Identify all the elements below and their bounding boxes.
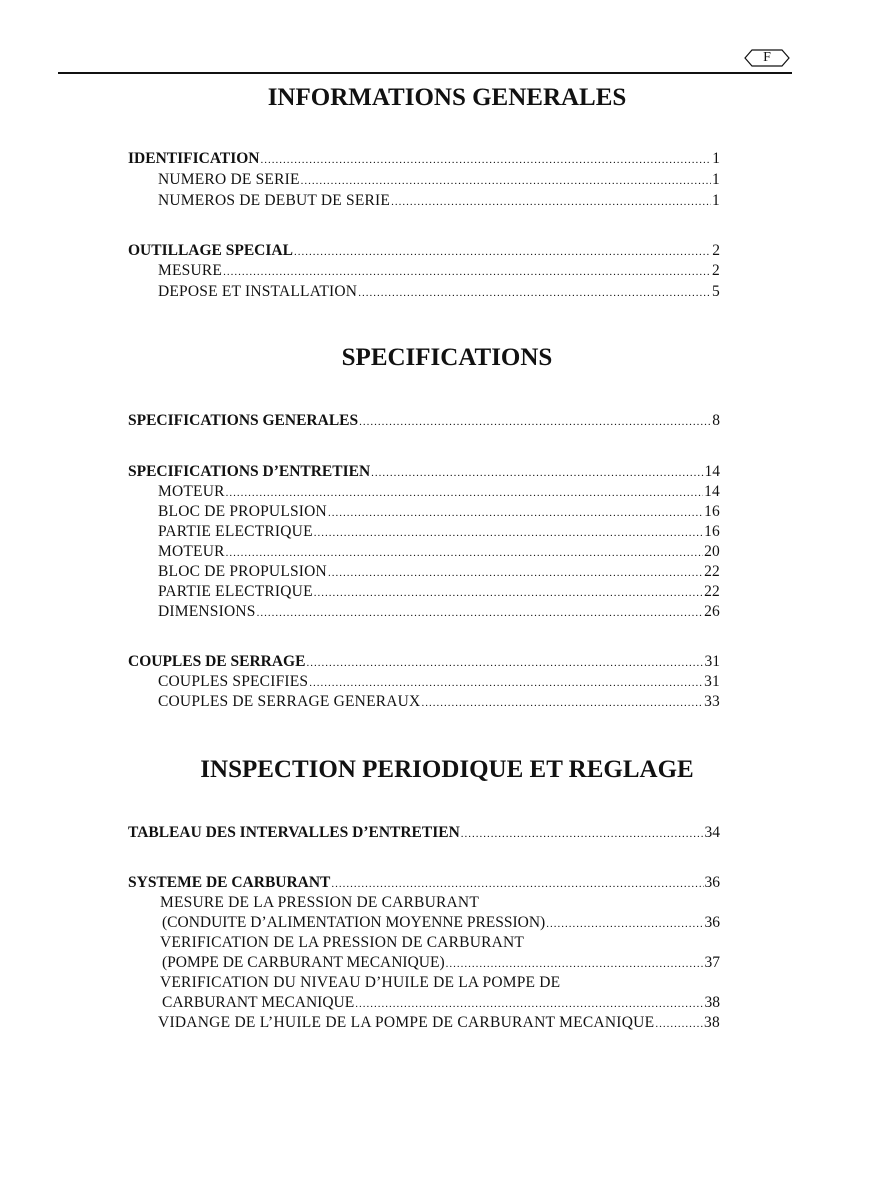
toc-label: TABLEAU DES INTERVALLES D’ENTRETIEN bbox=[128, 824, 460, 841]
dot-leader bbox=[655, 1013, 703, 1034]
section-title-informations-generales: INFORMATIONS GENERALES bbox=[267, 84, 627, 111]
toc-page: 2 bbox=[712, 242, 720, 259]
toc-item[interactable] bbox=[158, 562, 720, 582]
toc-page: 31 bbox=[704, 673, 720, 690]
dot-leader bbox=[301, 170, 711, 191]
toc-label: PARTIE ELECTRIQUE bbox=[158, 583, 313, 600]
dot-leader bbox=[331, 873, 703, 894]
toc-item[interactable] bbox=[158, 1013, 720, 1033]
badge-letter: F bbox=[763, 50, 771, 65]
toc-page: 26 bbox=[704, 603, 720, 620]
toc-item[interactable] bbox=[158, 542, 720, 562]
toc-item-line[interactable]: VERIFICATION DU NIVEAU D’HUILE DE LA POMPE DE bbox=[160, 974, 561, 991]
toc-page: 16 bbox=[704, 523, 720, 540]
toc-item[interactable] bbox=[158, 692, 720, 712]
toc-label: BLOC DE PROPULSION bbox=[158, 563, 327, 580]
toc-item[interactable] bbox=[158, 602, 720, 622]
toc-label: (POMPE DE CARBURANT MECANIQUE) bbox=[162, 954, 445, 971]
toc-label: COUPLES DE SERRAGE bbox=[128, 653, 306, 670]
dot-leader bbox=[257, 602, 704, 623]
toc-label: DIMENSIONS bbox=[158, 603, 256, 620]
toc-page: 38 bbox=[704, 1014, 720, 1031]
dot-leader bbox=[309, 672, 703, 693]
toc-label: SYSTEME DE CARBURANT bbox=[128, 874, 331, 891]
toc-page: 37 bbox=[704, 954, 720, 971]
toc-item[interactable] bbox=[158, 502, 720, 522]
toc-page: 38 bbox=[704, 994, 720, 1011]
dot-leader bbox=[223, 261, 711, 282]
toc-page: 5 bbox=[712, 283, 720, 300]
dot-leader bbox=[461, 823, 704, 844]
toc-page: 14 bbox=[704, 463, 720, 480]
toc-heading-outillage-special[interactable] bbox=[128, 241, 720, 261]
toc-page: 2 bbox=[712, 262, 720, 279]
toc-item[interactable] bbox=[158, 261, 720, 281]
toc-label: COUPLES SPECIFIES bbox=[158, 673, 309, 690]
dot-leader bbox=[546, 913, 703, 934]
toc-page: 8 bbox=[712, 412, 720, 429]
dot-leader bbox=[371, 462, 703, 483]
toc-label: IDENTIFICATION bbox=[128, 150, 260, 167]
toc-page: 22 bbox=[704, 583, 720, 600]
toc-item[interactable] bbox=[158, 582, 720, 602]
toc-item-line[interactable]: MESURE DE LA PRESSION DE CARBURANT bbox=[160, 894, 479, 911]
toc-heading-identification[interactable] bbox=[128, 149, 720, 169]
toc-heading-couples-de-serrage[interactable] bbox=[128, 652, 720, 672]
toc-page: 33 bbox=[704, 693, 720, 710]
toc-item[interactable] bbox=[158, 672, 720, 692]
toc-label: (CONDUITE D’ALIMENTATION MOYENNE PRESSION) bbox=[162, 914, 546, 931]
toc-heading-systeme-de-carburant[interactable] bbox=[128, 873, 720, 893]
dot-leader bbox=[359, 411, 711, 432]
toc-item[interactable] bbox=[158, 522, 720, 542]
toc-page: 1 bbox=[712, 171, 720, 188]
toc-page: 16 bbox=[704, 503, 720, 520]
toc-page: 1 bbox=[712, 192, 720, 209]
dot-leader bbox=[294, 241, 711, 262]
section-title-specifications: SPECIFICATIONS bbox=[341, 344, 553, 371]
dot-leader bbox=[358, 282, 711, 303]
toc-page: 36 bbox=[704, 874, 720, 891]
dot-leader bbox=[421, 692, 703, 713]
dot-leader bbox=[261, 149, 712, 170]
dot-leader bbox=[314, 522, 703, 543]
toc-item[interactable] bbox=[158, 282, 720, 302]
toc-label: MOTEUR bbox=[158, 483, 225, 500]
toc-item[interactable] bbox=[158, 482, 720, 502]
toc-label: BLOC DE PROPULSION bbox=[158, 503, 327, 520]
toc-label: NUMERO DE SERIE bbox=[158, 171, 300, 188]
dot-leader bbox=[226, 482, 703, 503]
toc-page: 14 bbox=[704, 483, 720, 500]
toc-page: 20 bbox=[704, 543, 720, 560]
toc-label: PARTIE ELECTRIQUE bbox=[158, 523, 313, 540]
toc-label: SPECIFICATIONS D’ENTRETIEN bbox=[128, 463, 371, 480]
toc-label: DEPOSE ET INSTALLATION bbox=[158, 283, 358, 300]
toc-label: VIDANGE DE L’HUILE DE LA POMPE DE CARBURANT MECANIQUE bbox=[158, 1014, 655, 1031]
toc-item[interactable] bbox=[158, 170, 720, 190]
toc-label: CARBURANT MECANIQUE bbox=[162, 994, 355, 1011]
toc-label: MOTEUR bbox=[158, 543, 225, 560]
toc-heading-specifications-generales[interactable] bbox=[128, 411, 720, 431]
toc-heading-specifications-entretien[interactable] bbox=[128, 462, 720, 482]
toc-label: OUTILLAGE SPECIAL bbox=[128, 242, 293, 259]
toc-page: 1 bbox=[712, 150, 720, 167]
toc-item-line[interactable]: VERIFICATION DE LA PRESSION DE CARBURANT bbox=[160, 934, 525, 951]
dot-leader bbox=[328, 562, 703, 583]
dot-leader bbox=[306, 652, 703, 673]
toc-label: SPECIFICATIONS GENERALES bbox=[128, 412, 359, 429]
toc-item[interactable] bbox=[162, 913, 720, 933]
dot-leader bbox=[391, 191, 711, 212]
top-rule bbox=[58, 72, 792, 74]
toc-item[interactable] bbox=[162, 953, 720, 973]
dot-leader bbox=[328, 502, 703, 523]
dot-leader bbox=[314, 582, 703, 603]
language-badge bbox=[744, 49, 790, 67]
toc-label: COUPLES DE SERRAGE GENERAUX bbox=[158, 693, 421, 710]
dot-leader bbox=[226, 542, 703, 563]
toc-page: 31 bbox=[704, 653, 720, 670]
toc-item[interactable] bbox=[158, 191, 720, 211]
toc-item[interactable] bbox=[162, 993, 720, 1013]
toc-page: 22 bbox=[704, 563, 720, 580]
toc-label: MESURE bbox=[158, 262, 223, 279]
toc-page: 34 bbox=[704, 824, 720, 841]
dot-leader bbox=[446, 953, 704, 974]
toc-page: 36 bbox=[704, 914, 720, 931]
dot-leader bbox=[355, 993, 703, 1014]
toc-heading-tableau-intervalles[interactable] bbox=[128, 823, 720, 843]
section-title-inspection-periodique: INSPECTION PERIODIQUE ET REGLAGE bbox=[200, 756, 694, 783]
toc-label: NUMEROS DE DEBUT DE SERIE bbox=[158, 192, 391, 209]
